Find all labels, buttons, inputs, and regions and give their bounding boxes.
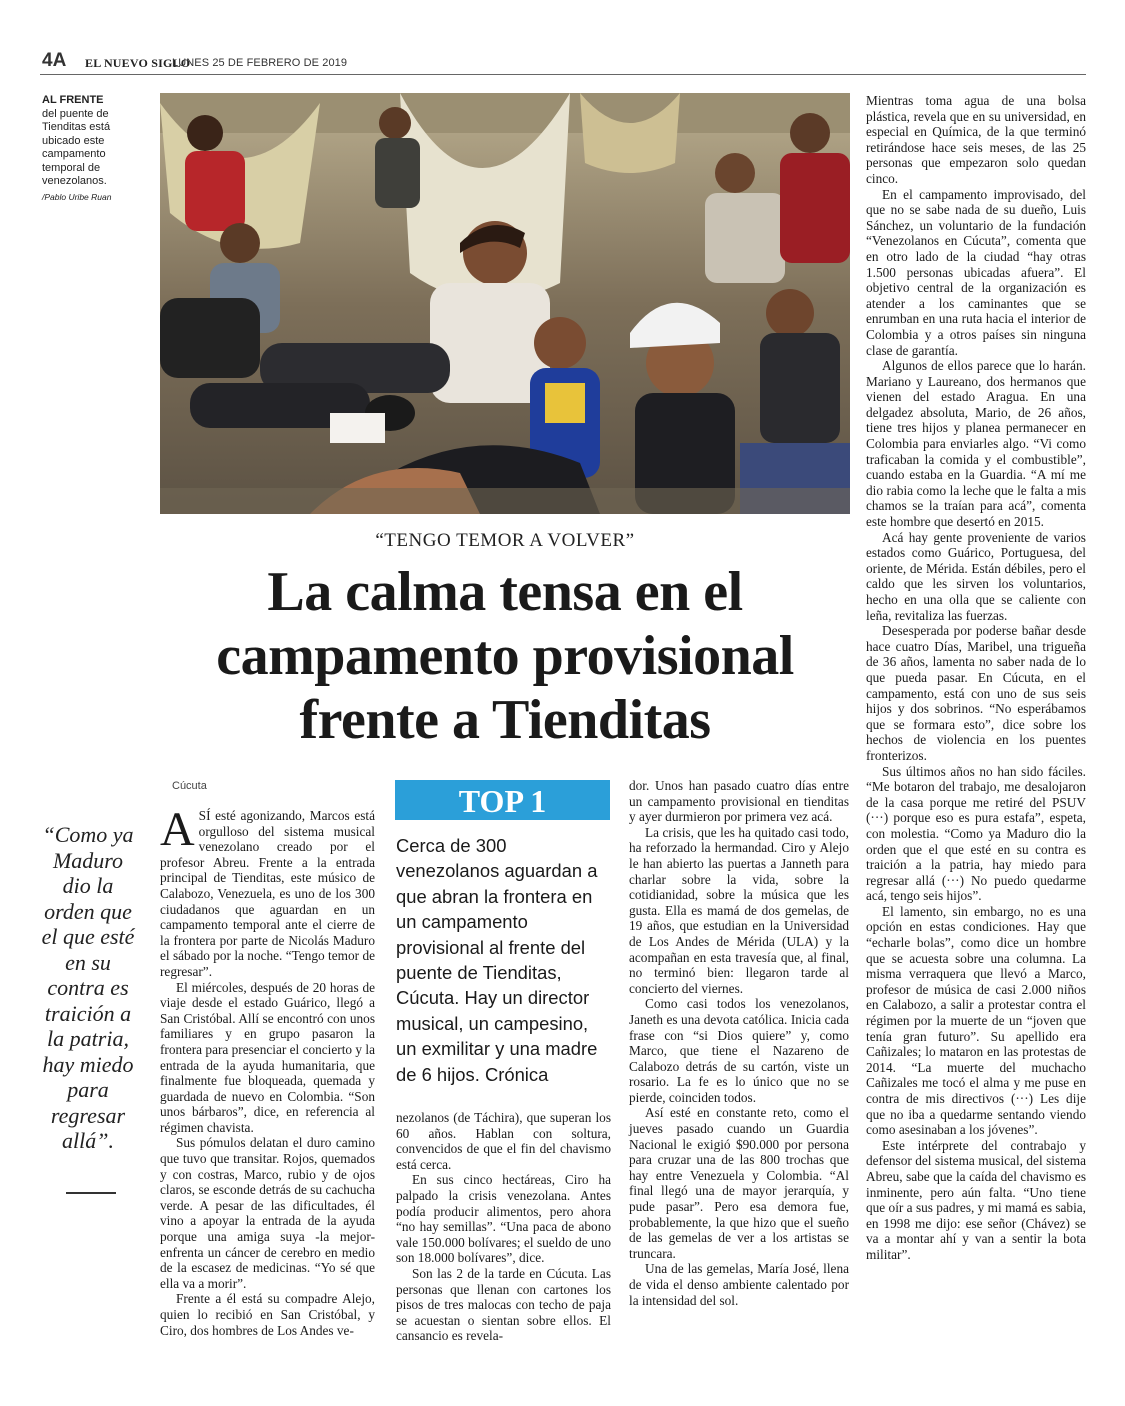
paragraph: nezolanos (de Táchira), que superan los 60 años. Hablan con soltura, convencidos de que el fin del chavismo está cerca. xyxy=(396,1110,611,1172)
pull-quote-rule xyxy=(66,1192,116,1194)
paragraph: Mientras toma agua de una bolsa plástica, revela que en su universidad, en especial en Química, de la que terminó retirándose hace seis meses, de las 25 personas que empezaron solo quedan cinco. xyxy=(866,93,1086,186)
caption-text: del puente de Tienditas está ubicado este campamento temporal de venezolanos. xyxy=(42,107,111,187)
top-box-label: TOP 1 xyxy=(395,780,610,820)
kicker: “TENGO TEMOR A VOLVER” xyxy=(375,530,635,551)
paragraph: Desesperada por poderse bañar desde hace cuatro Días, Maribel, una trigueña de 36 años, lamenta no saber nada de lo que pueda pasar. En Cúcuta, en el campamento, está con uno de sus seis hijos y dos sobrinos. “No esperábamos que se formara esto”, dice sobre los hechos de violencia en los puentes fronterizos. xyxy=(866,623,1086,763)
caption-title: AL FRENTE xyxy=(42,94,104,106)
header-rule xyxy=(40,74,1086,75)
paragraph: Son las 2 de la tarde en Cúcuta. Las personas que llenan con cartones los pisos de tres malocas con techo de paja se acuestan o sientan sobre ellos. El cansancio es revela- xyxy=(396,1265,611,1344)
paragraph: Una de las gemelas, María José, llena de vida el denso ambiente calentado por la intensidad del sol. xyxy=(629,1261,849,1308)
photo-credit: /Pablo Uribe Ruan xyxy=(42,191,112,202)
paragraph: Acá hay gente proveniente de varios estados como Guárico, Portuguesa, del oriente, de Mérida. Están débiles, pero el caldo que les sirven los voluntarios, hecho en una olla que se caliente con leña, revitaliza las fuerzas. xyxy=(866,529,1086,623)
dateline-location: Cúcuta xyxy=(172,780,207,792)
article-column-1 xyxy=(160,803,375,1338)
article-column-2 xyxy=(396,1110,611,1344)
paragraph: Como casi todos los venezolanos, Janeth es una devota católica. Inicia cada frase con “si Dios quiere” y, como Marco, que tiene el Nazareno de Calabozo detrás de su cartón, viste un rosario. La fe es lo único que no se pierde, coinciden todos. xyxy=(629,996,849,1105)
paragraph: En sus cinco hectáreas, Ciro ha palpado la crisis venezolana. Antes podía producir alimentos, pero ahora “no hay semillas”. “Una paca de abono vale 150.000 bolívares; el sueldo de uno son 18.000 bolívares”, dice. xyxy=(396,1172,611,1266)
paragraph: El miércoles, después de 20 horas de viaje desde el estado Guárico, llegó a San Cristóbal. Allí se encontró con unos familiares y en grupo pasaron la frontera para presenciar el concierto y la entrada de la ayuda humanitaria, que finalmente fue bloqueada, quemada y guardada de nuevo en Colombia. “Son unos bárbaros”, dice, en referencia al régimen chavista. xyxy=(160,979,375,1135)
paragraph: Sus últimos años no han sido fáciles. “Me botaron del trabajo, me desalojaron de la casa porque me retiré del PSUV (···) porque eso es pura estafa”, espeta, con molestia. “Como ya Maduro dio la orden que el que esté en su contra es traición a la patria, hay miedo para regresar allá (···) No puedo quedarme acá, tengo seis hijos”. xyxy=(866,763,1086,904)
crowd-photo xyxy=(160,93,850,514)
top-box-summary: Cerca de 300 venezolanos aguardan a que abran la frontera en un campamento provisional al frente del puente de Tienditas, Cúcuta. Hay un director musical, un campesino, un exmilitar y una madre de 6 hijos. Crónica xyxy=(396,835,598,1085)
paragraph: Algunos de ellos parece que lo harán. Mariano y Laureano, dos hermanos que vienen del estado Aragua. En una delgadez absoluta, Mario, de 26 años, tiene tres hijos y planea permanecer en Colombia para enviarles algo. “Vi como traficaban la comida y el combustible”, cuando estaba en la Guardia. “A mí me dio rabia como la leche que le falta a mis chamos se la traían para acá”, comenta este hombre que desertó en 2015. xyxy=(866,358,1086,530)
paragraph: En el campamento improvisado, del que no se sabe nada de su dueño, Luis Sánchez, un voluntario de la fundación “Venezolanos en Cúcuta”, comenta que en otro lado de la ciudad “hay otras 1.500 personas ubicadas afuera”. El objetivo central de la organización es atender a los caminantes que se enrumban en una ruta hacia el interior de Colombia y a otros países sin ninguna clase de garantía. xyxy=(866,186,1086,358)
page-number: 4A xyxy=(42,50,67,71)
paragraph: Así esté en constante reto, como el jueves pasado cuando un Guardia Nacional le exigió $90.000 por persona para cruzar una de las 800 trochas que hay entre Venezuela y Colombia. “Al final llegó una de mayor jerarquía, y pude pasar”. Pero esa demora fue, probablemente, la que hizo que el sueño de las gemelas de ver a los artistas se truncara. xyxy=(629,1105,849,1261)
paragraph xyxy=(160,803,375,980)
paragraph: El lamento, sin embargo, no es una opción en estas condiciones. Hay que “echarle bolas”, como dice un hombre que se acuesta sobre una columna. La misma verraquera que llevó a Marco, profesor de música de casi 2.000 niños en Calabozo, a salir a protestar contra el régimen por la muerte de un “joven que tenía gran futuro”. Su apellido era Cañizales; lo mataron en las protestas de 2014. “La muerte del muchacho Cañizales me tocó el alma y me puse en contra de mis directivos (···) Les dije que no iba a quedarme sentando viendo como asesinaban a los jóvenes”. xyxy=(866,903,1086,1138)
paragraph: La crisis, que les ha quitado casi todo, ha reforzado la hermandad. Ciro y Alejo le han abierto las puertas a Janneth para charlar sobre la vida, sobre la cotidianidad, sobre la música que les gusta. Ella es mamá de dos gemelas, de 19 años, que estudian en la Universidad de Los Andes de Mérida (ULA) y la acompañan en esta travesía que, al final, no terminó bien: llegaron tarde al concierto del viernes. xyxy=(629,824,849,996)
paragraph-text: SÍ esté agonizando, Marcos está orgulloso del sistema musical venezolano creado por el profesor Abreu. Frente a la entrada principal de Tienditas, este músico de Calabozo, Venezuela, es uno de los 300 ciudadanos que aguardan en un campamento temporal ante el cierre de la frontera por parte de Nicolás Maduro el sábado por la noche. “Tengo temor de regresar”. xyxy=(160,808,375,979)
photo-caption xyxy=(42,94,142,204)
paragraph: Este intérprete del contrabajo y defensor del sistema musical, del sistema Abreu, sabe que la caída del chavismo es inminente, pero aún falta. “Uno tiene que oír a sus padres, y mi mamá es sabia, en 1998 me dijo: ese señor (Chávez) se va a montar ahí y van a sentir la bota militar”. xyxy=(866,1137,1086,1262)
headline: La calma tensa en el campamento provisional frente a Tienditas xyxy=(216,561,794,751)
issue-date: LUNES 25 DE FEBRERO DE 2019 xyxy=(172,57,348,69)
article-column-4 xyxy=(866,93,1086,1263)
paragraph: Frente a él está su compadre Alejo, quien lo recibió en San Cristóbal, y Ciro, dos hombres de Los Andes ve- xyxy=(160,1291,375,1338)
article-column-3 xyxy=(629,778,849,1308)
paragraph: Sus pómulos delatan el duro camino que tuvo que transitar. Rojos, quemados y con costras, Marco, rubio y de ojos claros, se esconde detrás de su cachucha verde. A pesar de las dificultades, él vino a apoyar la entrada de la ayuda porque una amiga suya -la mejor- enfrenta un cáncer de cerebro en medio de la escasez de medicinas. “Yo sé que ella va a morir”. xyxy=(160,1135,375,1291)
drop-cap: A xyxy=(160,803,195,856)
paragraph: dor. Unos han pasado cuatro días entre un campamento provisional en tienditas y ayer durmieron por primera vez acá. xyxy=(629,778,849,825)
pull-quote: “Como ya Maduro dio la orden que el que esté en su contra es traición a la patria, hay miedo para regresar allá”. xyxy=(41,822,135,1153)
newspaper-name: EL NUEVO SIGLO xyxy=(85,56,191,70)
